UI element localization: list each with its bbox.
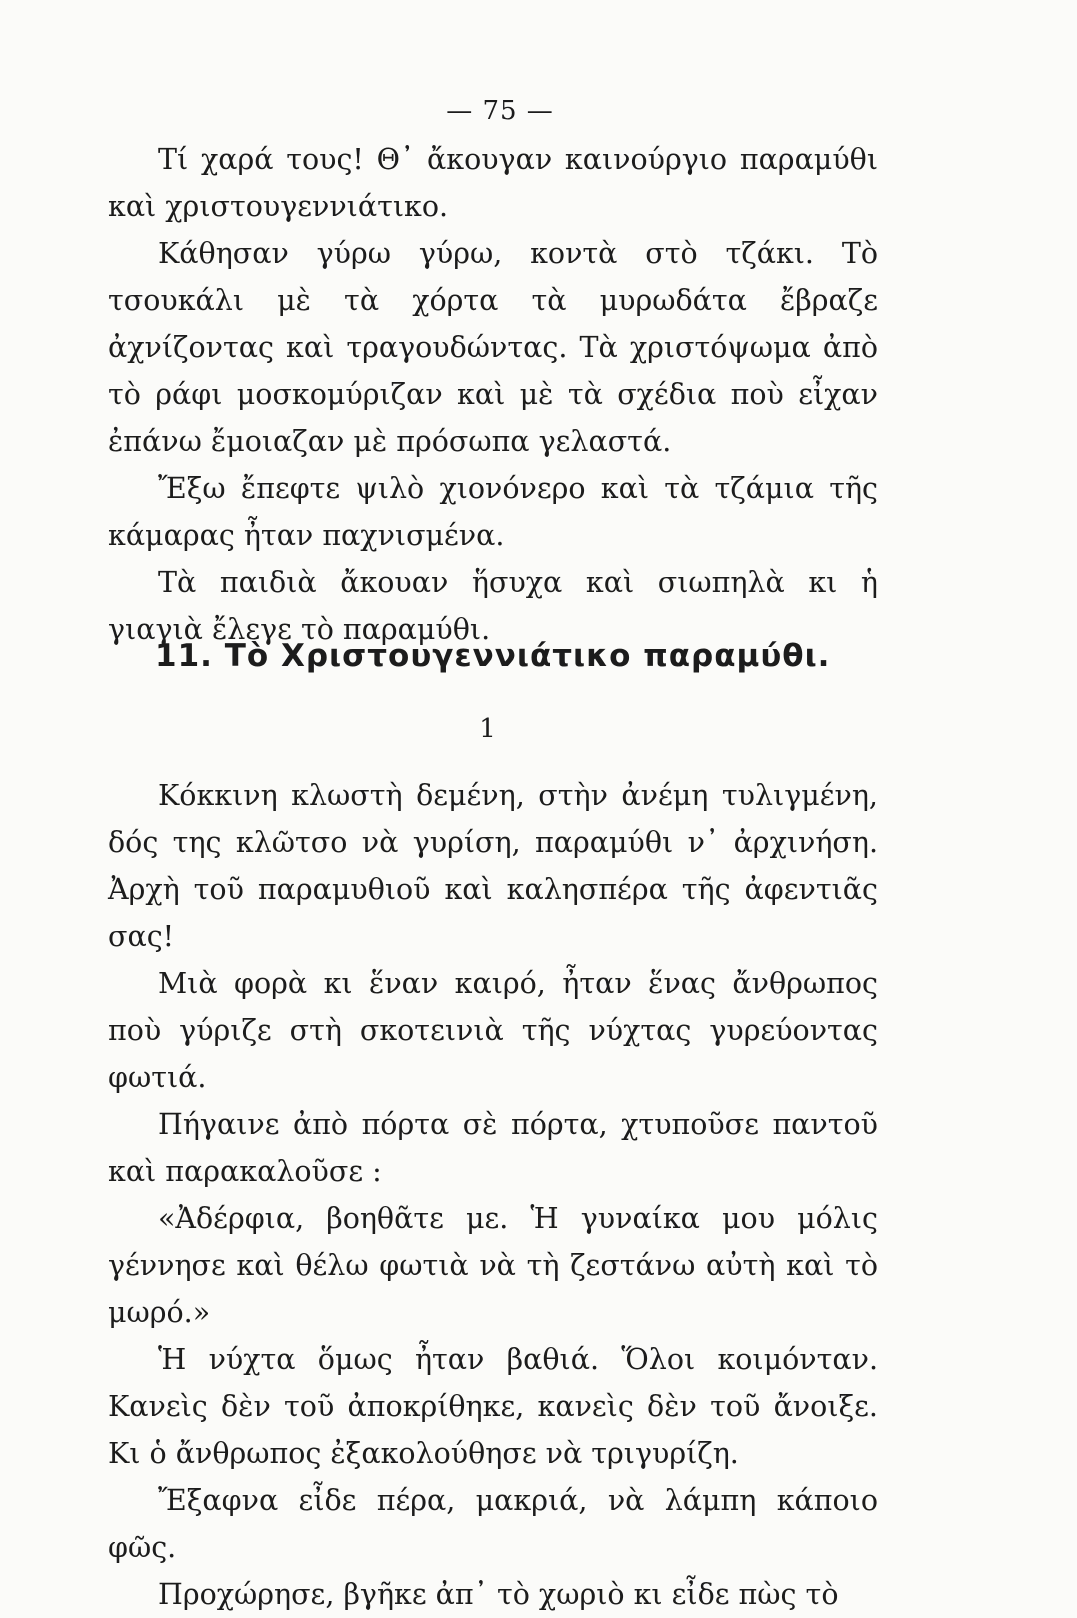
paragraph: Μιὰ φορὰ κι ἕναν καιρό, ἦταν ἕνας ἄνθρωπος ποὺ γύριζε στὴ σκοτεινιὰ τῆς νύχτας γυρεύοντας φωτιά. bbox=[108, 967, 878, 1094]
paragraph: Ἡ νύχτα ὅμως ἦταν βαθιά. Ὅλοι κοιμόνταν. Κανεὶς δὲν τοῦ ἀποκρίθηκε, κανεὶς δὲν τοῦ ἄνοιξε. Κι ὁ ἄνθρωπος ἐξακολούθησε νὰ τριγυρίζη. bbox=[108, 1343, 878, 1470]
paragraph: Τί χαρά τους! Θ᾽ ἄκουγαν καινούργιο παραμύθι καὶ χριστουγεννιάτικο. bbox=[108, 143, 878, 223]
story-text bbox=[108, 772, 878, 1618]
intro-text bbox=[108, 136, 878, 653]
paragraph: Κάθησαν γύρω γύρω, κοντὰ στὸ τζάκι. Τὸ τσουκάλι μὲ τὰ χόρτα τὰ μυρωδάτα ἔβραζε ἀχνίζοντας καὶ τραγουδώντας. Τὰ χριστόψωμα ἀπὸ τὸ ράφι μοσκομύριζαν καὶ μὲ τὰ σχέδια ποὺ εἶχαν ἐπάνω ἔμοιαζαν μὲ πρόσωπα γελαστά. bbox=[108, 237, 878, 458]
paragraph: Τὰ παιδιὰ ἄκουαν ἥσυχα καὶ σιωπηλὰ κι ἡ γιαγιὰ ἔλεγε τὸ παραμύθι. bbox=[108, 566, 878, 646]
section-number: 1 bbox=[479, 714, 496, 744]
paragraph: Κόκκινη κλωστὴ δεμένη, στὴν ἀνέμη τυλιγμένη, δός της κλῶτσο νὰ γυρίση, παραμύθι ν᾽ ἀρχινήση. Ἀρχὴ τοῦ παραμυθιοῦ καὶ καλησπέρα τῆς ἀφεντιᾶς σας! bbox=[108, 779, 878, 953]
chapter-heading: 11. Τὸ Χριστουγεννιάτικο παραμύθι. bbox=[155, 638, 831, 674]
paragraph: Ἔξαφνα εἶδε πέρα, μακριά, νὰ λάμπη κάποιο φῶς. bbox=[108, 1484, 878, 1564]
paragraph: Ἔξω ἔπεφτε ψιλὸ χιονόνερο καὶ τὰ τζάμια τῆς κάμαρας ἦταν παχνισμένα. bbox=[108, 472, 878, 552]
page-number: — 75 — bbox=[446, 96, 554, 126]
paragraph: «Ἀδέρφια, βοηθᾶτε με. Ἡ γυναίκα μου μόλις γέννησε καὶ θέλω φωτιὰ νὰ τὴ ζεστάνω αὐτὴ καὶ τὸ μωρό.» bbox=[108, 1202, 878, 1329]
paragraph: Πήγαινε ἀπὸ πόρτα σὲ πόρτα, χτυποῦσε παντοῦ καὶ παρακαλοῦσε : bbox=[108, 1108, 878, 1188]
paragraph: Προχώρησε, βγῆκε ἀπ᾽ τὸ χωριὸ κι εἶδε πὼς τὸ bbox=[158, 1578, 839, 1611]
